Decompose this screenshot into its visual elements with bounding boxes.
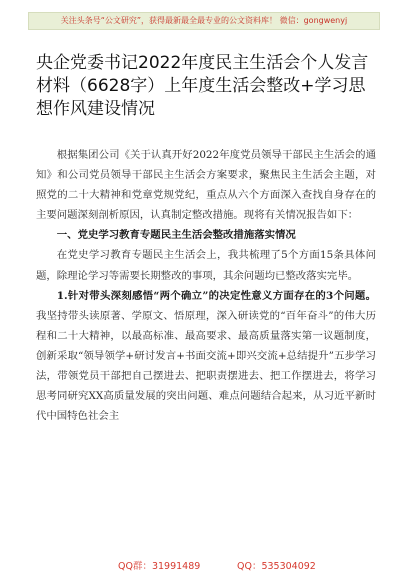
- section-paragraph: 在党史学习教育专题民主生活会上，我共梳理了5个方面15条具体问题，除理论学习等需要长期整改的事项，其余问题均已整改落实完毕。: [36, 249, 376, 282]
- document-title: 央企党委书记2022年度民主生活会个人发言材料（6628字）上年度生活会整改+学习思想作风建设情况: [36, 53, 369, 119]
- header-banner: 关注头条号“公文研究”，获得最新最全最专业的公文资料库！ 微信：gongwenyj: [28, 12, 380, 30]
- item-lead: 1.针对带头深刻感悟“两个确立”的决定性意义方面存在的3个问题。: [56, 289, 376, 302]
- qq-group-text: QQ群：31991489: [118, 561, 201, 572]
- footer: [0, 560, 408, 574]
- document-body: [36, 145, 376, 426]
- section-heading: 一、党史学习教育专题民主生活会整改措施落实情况: [56, 229, 296, 242]
- item-paragraph: [36, 286, 376, 427]
- intro-paragraph: 根据集团公司《关于认真开好2022年度党员领导干部民主生活会的通知》和公司党员领导干部民主生活会方案要求，聚焦民主生活会主题，对照党的二十大精神和党章党规党纪，重点从六个方面深入查找自身存在的主要问题深刻剖析原因，认真制定整改措施。现将有关情况报告如下：: [36, 149, 376, 222]
- item-body: 我坚持带头读原著、学原文、悟原理，深入研读党的“百年奋斗”的伟大历程和二十大精神，以最高标准、最高要求、最高质量落实第一议题制度，创新采取“领导领学+研讨发言+书面交流+即兴交流+总结提升”五步学习法，带领党员干部把自己摆进去、把职责摆进去、把工作摆进去，将学习思考同研究XX高质量发展的突出问题、难点问题结合起来，从习近平新时代中国特色社会主: [36, 309, 376, 423]
- qq-contact-text: QQ：535304092: [237, 561, 316, 572]
